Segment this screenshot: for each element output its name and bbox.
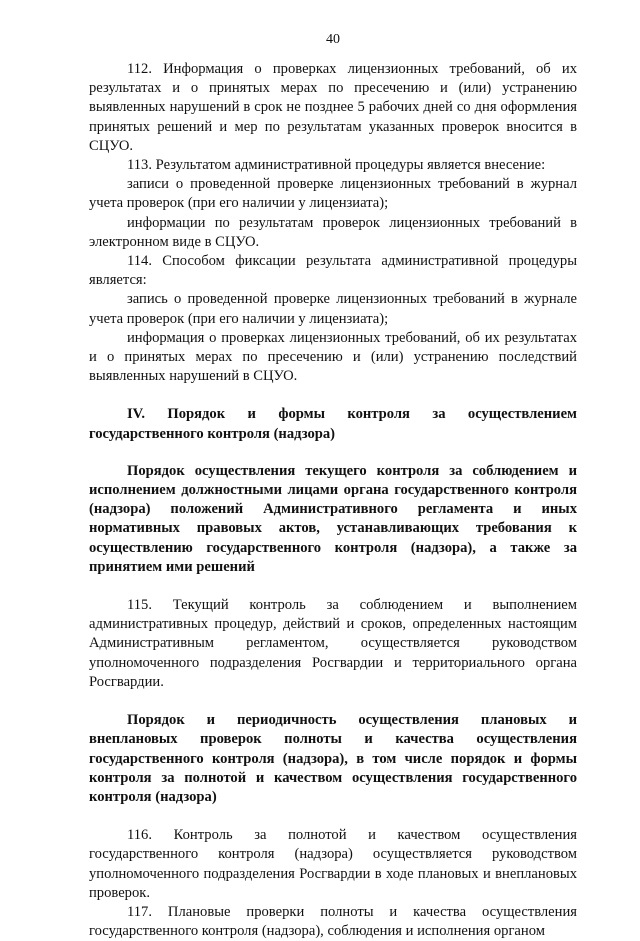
paragraph-114-item-2: информация о проверках лицензионных требований, об их результатах и о принятых мерах по пресечению и (или) устранению последствий выявленных нарушений в СЦУО.: [89, 329, 577, 385]
paragraph-114: 114. Способом фиксации результата административной процедуры является:: [89, 253, 577, 289]
paragraph-113-item-2: информации по результатам проверок лицензионных требований в электронном виде в СЦУО.: [89, 214, 577, 250]
section-heading: IV. Порядок и формы контроля за осуществлением государственного контроля (надзора): [89, 406, 577, 442]
subheading-current-control: Порядок осуществления текущего контроля за соблюдением и исполнением должностными лицами органа государственного контроля (надзора) положений Административного регламента и иных нормативных правовых актов, устанавливающих требования к осуществлению государственного контроля (надзора), а также за принятием ими решений: [89, 462, 577, 575]
spacer: [89, 444, 577, 462]
spacer: [89, 807, 577, 826]
spacer: [89, 692, 577, 711]
subheading-inspections: Порядок и периодичность осуществления плановых и внеплановых проверок полноты и качества осуществления государственного контроля (надзора), в том числе порядок и формы контроля за полнотой и качеством осуществления государственного контроля (надзора): [89, 712, 577, 805]
document-body: [89, 60, 577, 941]
page-number: 40: [326, 32, 340, 47]
paragraph-113-item-1: записи о проведенной проверке лицензионных требований в журнал учета проверок (при его наличии у лицензиата);: [89, 176, 577, 212]
spacer: [89, 386, 577, 405]
paragraph-116: 116. Контроль за полнотой и качеством осуществления государственного контроля (надзора) осуществляется руководством уполномоченного подразделения Росгвардии в ходе плановых и внеплановых проверок.: [89, 827, 577, 901]
paragraph-114-item-1: запись о проведенной проверке лицензионных требований в журнале учета проверок (при его наличии у лицензиата);: [89, 291, 577, 327]
paragraph-115: 115. Текущий контроль за соблюдением и выполнением административных процедур, действий и сроков, определенных настоящим Административным регламентом, осуществляется руководством уполномоченного подразделения Росгвардии и территориального органа Росгвардии.: [89, 597, 577, 690]
spacer: [89, 577, 577, 596]
paragraph-113: 113. Результатом административной процедуры является внесение:: [127, 157, 546, 174]
paragraph-117: 117. Плановые проверки полноты и качества осуществления государственного контроля (надзора), соблюдения и исполнения органом: [89, 903, 577, 940]
paragraph-112: 112. Информация о проверках лицензионных требований, об их результатах и о принятых мерах по пресечению и (или) устранению выявленных нарушений в срок не позднее 5 рабочих дней со дня оформления принятых решений и мер по результатам указанных проверок вносится в СЦУО.: [89, 61, 577, 154]
